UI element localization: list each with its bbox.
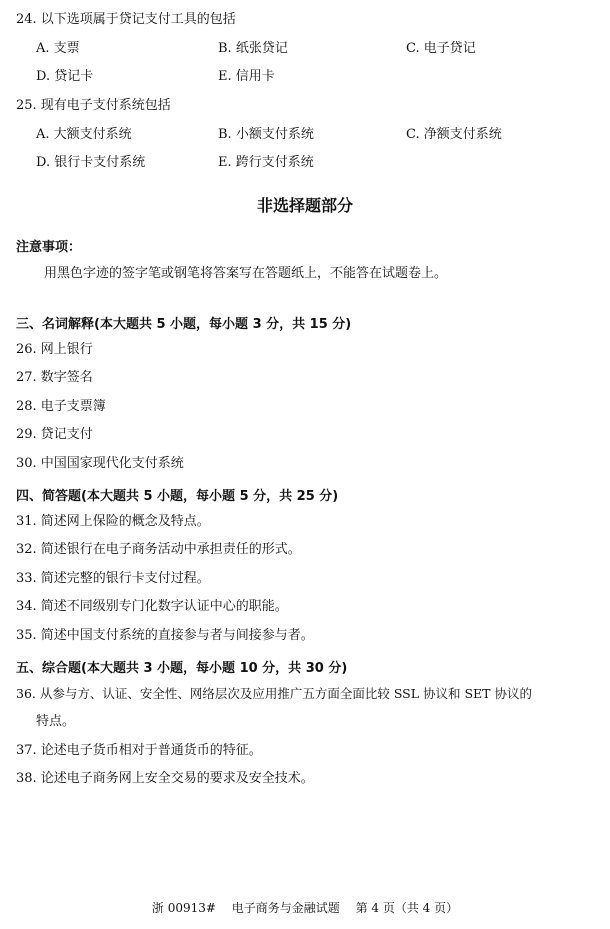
q25-option-a: A. 大额支付系统	[36, 127, 132, 142]
q35: 35. 简述中国支付系统的直接参与者与间接参与者。	[16, 628, 314, 643]
notice-heading: 注意事项：	[16, 240, 82, 255]
q36-line1: 36. 从参与方、认证、安全性、网络层次及应用推广五方面全面比较 SSL 协议和 SET 协议的	[16, 686, 532, 701]
q25-stem: 25. 现有电子支付系统包括	[16, 98, 171, 113]
footer-exam-code: 浙 00913#	[151, 901, 216, 915]
q31: 31. 简述网上保险的概念及特点。	[16, 514, 210, 529]
q34: 34. 简述不同级别专门化数字认证中心的职能。	[16, 599, 288, 614]
q33: 33. 简述完整的银行卡支付过程。	[16, 571, 210, 586]
q25-option-c: C. 净额支付系统	[406, 127, 502, 142]
q27: 27. 数字签名	[16, 370, 93, 385]
footer-subject: 电子商务与金融试题	[231, 901, 340, 915]
part5-heading: 五、综合题(本大题共 3 小题，每小题 10 分，共 30 分)	[16, 661, 348, 676]
section-title: 非选择题部分	[256, 196, 353, 215]
q36-line2: 特点。	[36, 714, 76, 729]
q26: 26. 网上银行	[16, 342, 93, 357]
q24-option-e: E. 信用卡	[218, 69, 275, 84]
q37: 37. 论述电子货币相对于普通货币的特征。	[16, 743, 262, 758]
part3-heading: 三、名词解释(本大题共 5 小题，每小题 3 分，共 15 分)	[16, 317, 352, 332]
q25-option-d: D. 银行卡支付系统	[36, 155, 146, 170]
part4-heading: 四、简答题(本大题共 5 小题，每小题 5 分，共 25 分)	[16, 489, 339, 504]
q32: 32. 简述银行在电子商务活动中承担责任的形式。	[16, 542, 301, 557]
q30: 30. 中国国家现代化支付系统	[16, 456, 184, 471]
q24-option-b: B. 纸张贷记	[218, 41, 288, 56]
q25-option-e: E. 跨行支付系统	[218, 155, 314, 170]
q24-option-c: C. 电子贷记	[406, 41, 476, 56]
q24-option-a: A. 支票	[36, 41, 80, 56]
q28: 28. 电子支票簿	[16, 399, 106, 414]
footer-page-number: 第 4 页（共 4 页）	[355, 901, 459, 915]
q24-stem: 24. 以下选项属于贷记支付工具的包括	[16, 12, 236, 27]
page-footer	[0, 899, 610, 916]
q38: 38. 论述电子商务网上安全交易的要求及安全技术。	[16, 771, 314, 786]
notice-body: 用黑色字迹的签字笔或钢笔将答案写在答题纸上，不能答在试题卷上。	[44, 266, 448, 281]
q29: 29. 贷记支付	[16, 427, 93, 442]
q25-option-b: B. 小额支付系统	[218, 127, 314, 142]
q24-option-d: D. 贷记卡	[36, 69, 94, 84]
